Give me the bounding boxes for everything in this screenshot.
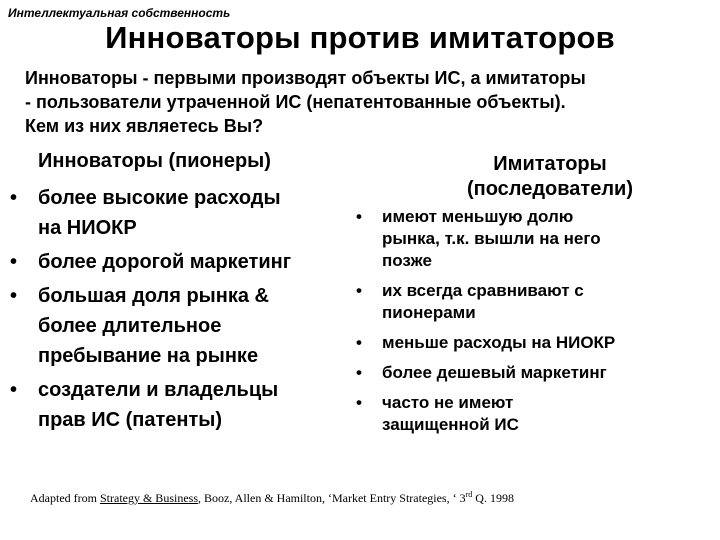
list-item-line: пионерами [382, 303, 476, 322]
list-item-line: меньше расходы на НИОКР [382, 333, 616, 352]
bullet-icon: • [10, 251, 18, 273]
list-item [356, 280, 702, 324]
bullet-icon: • [10, 187, 18, 209]
list-item-line: более дешевый маркетинг [382, 363, 607, 382]
right-heading-line: Имитаторы [493, 153, 607, 175]
list-item-line: пребывание на рынке [38, 345, 259, 367]
right-heading-line: (последователи) [466, 178, 634, 200]
list-item [10, 281, 348, 371]
bullet-icon: • [356, 281, 362, 300]
list-item-line: рынка, т.к. вышли на него [382, 229, 601, 248]
list-item-line: позже [382, 251, 432, 270]
list-item [10, 247, 348, 277]
list-item-line: прав ИС (патенты) [38, 409, 223, 431]
citation-source: Strategy & Business [99, 491, 198, 505]
list-item-line: часто не имеют [382, 393, 514, 412]
list-item-line: большая доля рынка & [38, 285, 269, 307]
list-item [356, 362, 702, 384]
list-item-line: создатели и владельцы [38, 379, 279, 401]
intro-text [25, 66, 715, 138]
citation-superscript: rd [465, 490, 473, 499]
right-column-heading [400, 152, 700, 202]
list-item [356, 392, 702, 436]
slide-title: Инноваторы против имитаторов [105, 20, 615, 55]
bullet-icon: • [10, 379, 18, 401]
header-label: Интеллектуальная собственность [8, 6, 231, 20]
citation-prefix: Adapted from [30, 491, 100, 505]
list-item [356, 332, 702, 354]
left-column-heading: Инноваторы (пионеры) [38, 150, 271, 172]
bullet-icon: • [356, 333, 362, 352]
list-item-line: на НИОКР [38, 217, 137, 239]
list-item-line: защищенной ИС [382, 415, 519, 434]
bullet-icon: • [10, 285, 18, 307]
intro-line: Кем из них являетесь Вы? [25, 116, 264, 136]
citation-suffix: Q. 1998 [472, 491, 514, 505]
list-item-line: более высокие расходы [38, 187, 281, 209]
citation [30, 490, 514, 506]
right-bullet-list [356, 206, 702, 444]
bullet-icon: • [356, 363, 362, 382]
intro-line: Инноваторы - первыми производят объекты ИС, а имитаторы [25, 68, 586, 88]
intro-line: - пользователи утраченной ИС (непатентованные объекты). [25, 92, 566, 112]
left-bullet-list [10, 183, 348, 439]
list-item [10, 183, 348, 243]
bullet-icon: • [356, 393, 362, 412]
list-item-line: их всегда сравнивают с [382, 281, 584, 300]
citation-middle: , Booz, Allen & Hamilton, ‘Market Entry Strategies, ‘ 3 [197, 491, 466, 505]
list-item [10, 375, 348, 435]
list-item [356, 206, 702, 272]
bullet-icon: • [356, 207, 362, 226]
list-item-line: имеют меньшую долю [382, 207, 574, 226]
list-item-line: более длительное [38, 315, 222, 337]
list-item-line: более дорогой маркетинг [38, 251, 292, 273]
